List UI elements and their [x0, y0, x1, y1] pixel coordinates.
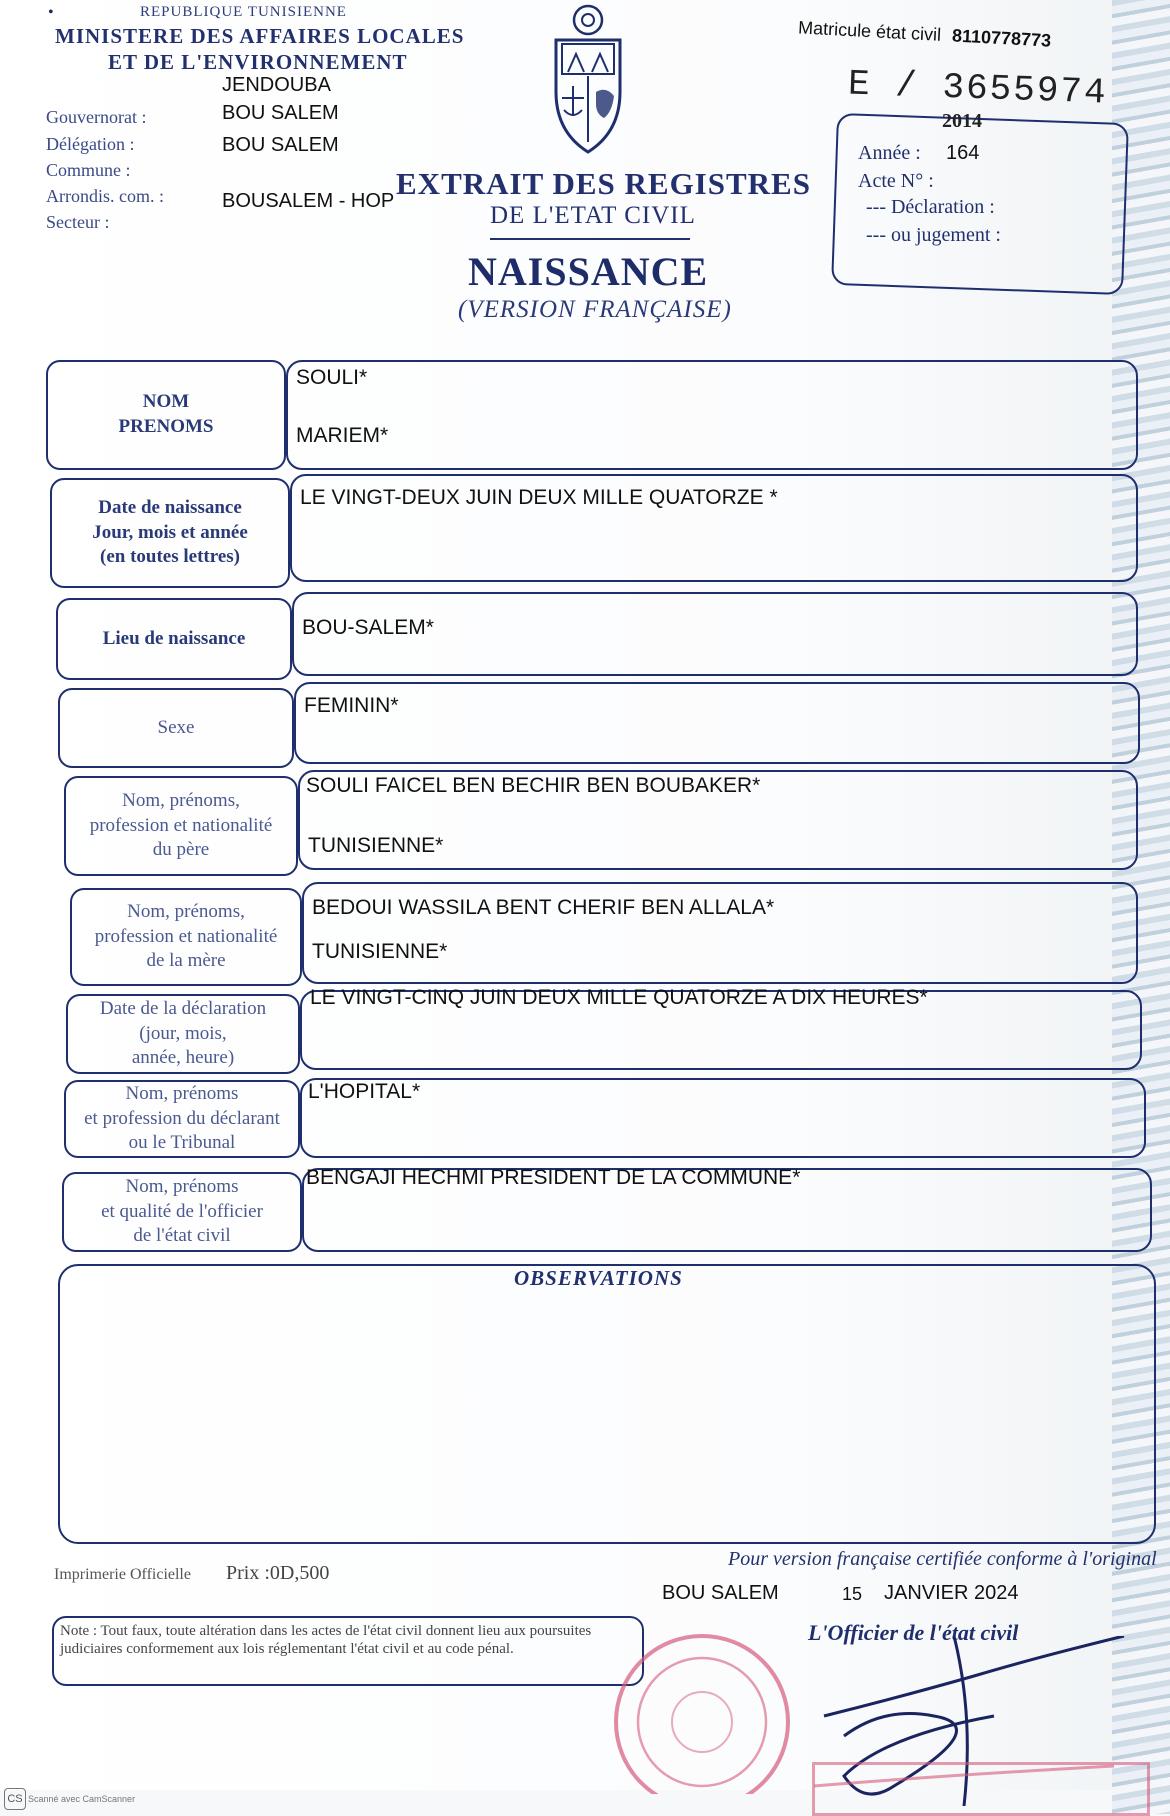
commune-label: Commune : [46, 160, 131, 180]
value-officier: BENGAJI HECHMI PRESIDENT DE LA COMMUNE* [306, 1166, 801, 1189]
value-date-declaration: LE VINGT-CINQ JUIN DEUX MILLE QUATORZE A DIX HEURES* [310, 986, 928, 1009]
arrondis-label: Arrondis. com. : [46, 186, 164, 206]
day-value: 15 [842, 1584, 863, 1604]
label-lieu-naissance: Lieu de naissance [56, 598, 292, 680]
title-naissance: NAISSANCE [468, 249, 709, 294]
serial-number: E / 3655974 [847, 63, 1109, 114]
value-pere-nationalite: TUNISIENNE* [308, 834, 444, 857]
certified-text: Pour version française certifiée conforme à l'original [728, 1548, 1157, 1570]
coat-of-arms-icon [540, 2, 636, 158]
officer-label: L'Officier de l'état civil [808, 1620, 1019, 1645]
gouvernorat-value-top: JENDOUBA [222, 74, 331, 96]
title-version: (VERSION FRANÇAISE) [458, 296, 732, 323]
scanner-label: Scanné avec CamScanner [28, 1794, 136, 1804]
place-value: BOU SALEM [662, 1582, 779, 1604]
title-divider [490, 238, 690, 240]
value-prenoms: MARIEM* [296, 424, 389, 447]
label-date-naissance: Date de naissance Jour, mois et année (en toutes lettres) [50, 478, 290, 588]
gouvernorat-label: Gouvernorat : [46, 107, 147, 127]
label-nom-prenoms: NOM PRENOMS [46, 360, 286, 470]
ministry-line1: MINISTERE DES AFFAIRES LOCALES [55, 24, 465, 48]
value-date-naissance: LE VINGT-DEUX JUIN DEUX MILLE QUATORZE * [300, 486, 778, 509]
value-mere-nationalite: TUNISIENNE* [312, 940, 448, 963]
annee-label: Année : [858, 142, 921, 164]
label-officier: Nom, prénoms et qualité de l'officier de l'état civil [62, 1172, 302, 1252]
ministry-line2: ET DE L'ENVIRONNEMENT [108, 50, 408, 74]
value-box-nom-prenoms [286, 360, 1138, 470]
matricule-label: Matricule état civil [797, 17, 942, 45]
arrondis-value: BOUSALEM - HOP [222, 190, 395, 212]
label-sexe: Sexe [58, 688, 294, 768]
declaration-label: --- Déclaration : [866, 196, 995, 218]
hdr-mark: • [48, 4, 54, 21]
value-sexe: FEMININ* [304, 694, 399, 717]
value-box-declarant [300, 1078, 1146, 1158]
delegation-value: BOU SALEM [222, 134, 339, 156]
title-line1: EXTRAIT DES REGISTRES [396, 166, 811, 201]
matricule-value: 8110778773 [951, 25, 1052, 51]
value-mere-nom: BEDOUI WASSILA BENT CHERIF BEN ALLALA* [312, 896, 775, 919]
observations-title: OBSERVATIONS [514, 1266, 683, 1290]
delegation-label: Délégation : [46, 134, 135, 154]
camscanner-logo-icon: CS [4, 1788, 26, 1810]
value-lieu-naissance: BOU-SALEM* [302, 616, 434, 639]
date-value: JANVIER 2024 [884, 1582, 1019, 1604]
observations-box [58, 1264, 1156, 1544]
stamp-rectangle [812, 1762, 1150, 1816]
prix-label: Prix :0D,500 [226, 1562, 330, 1584]
label-date-declaration: Date de la déclaration (jour, mois, année, heure) [66, 994, 300, 1074]
value-nom: SOULI* [296, 366, 368, 389]
label-pere: Nom, prénoms, profession et nationalité du père [64, 776, 298, 876]
value-declarant: L'HOPITAL* [308, 1080, 421, 1103]
acte-label: Acte N° : [858, 170, 934, 192]
annee-value: 164 [946, 142, 980, 164]
label-declarant: Nom, prénoms et profession du déclarant ou le Tribunal [64, 1080, 300, 1158]
value-pere-nom: SOULI FAICEL BEN BECHIR BEN BOUBAKER* [306, 774, 761, 797]
value-box-sexe [294, 682, 1140, 764]
gouvernorat-value: BOU SALEM [222, 102, 339, 124]
imprimerie-label: Imprimerie Officielle [54, 1566, 191, 1583]
jugement-label: --- ou jugement : [866, 224, 1001, 246]
annee-written: 2014 [942, 110, 982, 132]
note-text: Note : Tout faux, toute altération dans les actes de l'état civil donnent lieu aux poursuites judiciaires conformement aux lois réglementant l'état civil et au code pénal. [60, 1623, 592, 1657]
label-mere: Nom, prénoms, profession et nationalité de la mère [70, 888, 302, 986]
republic-label: REPUBLIQUE TUNISIENNE [140, 4, 347, 20]
official-stamp-icon [604, 1626, 800, 1794]
secteur-label: Secteur : [46, 212, 110, 232]
title-line2: DE L'ETAT CIVIL [490, 202, 696, 229]
